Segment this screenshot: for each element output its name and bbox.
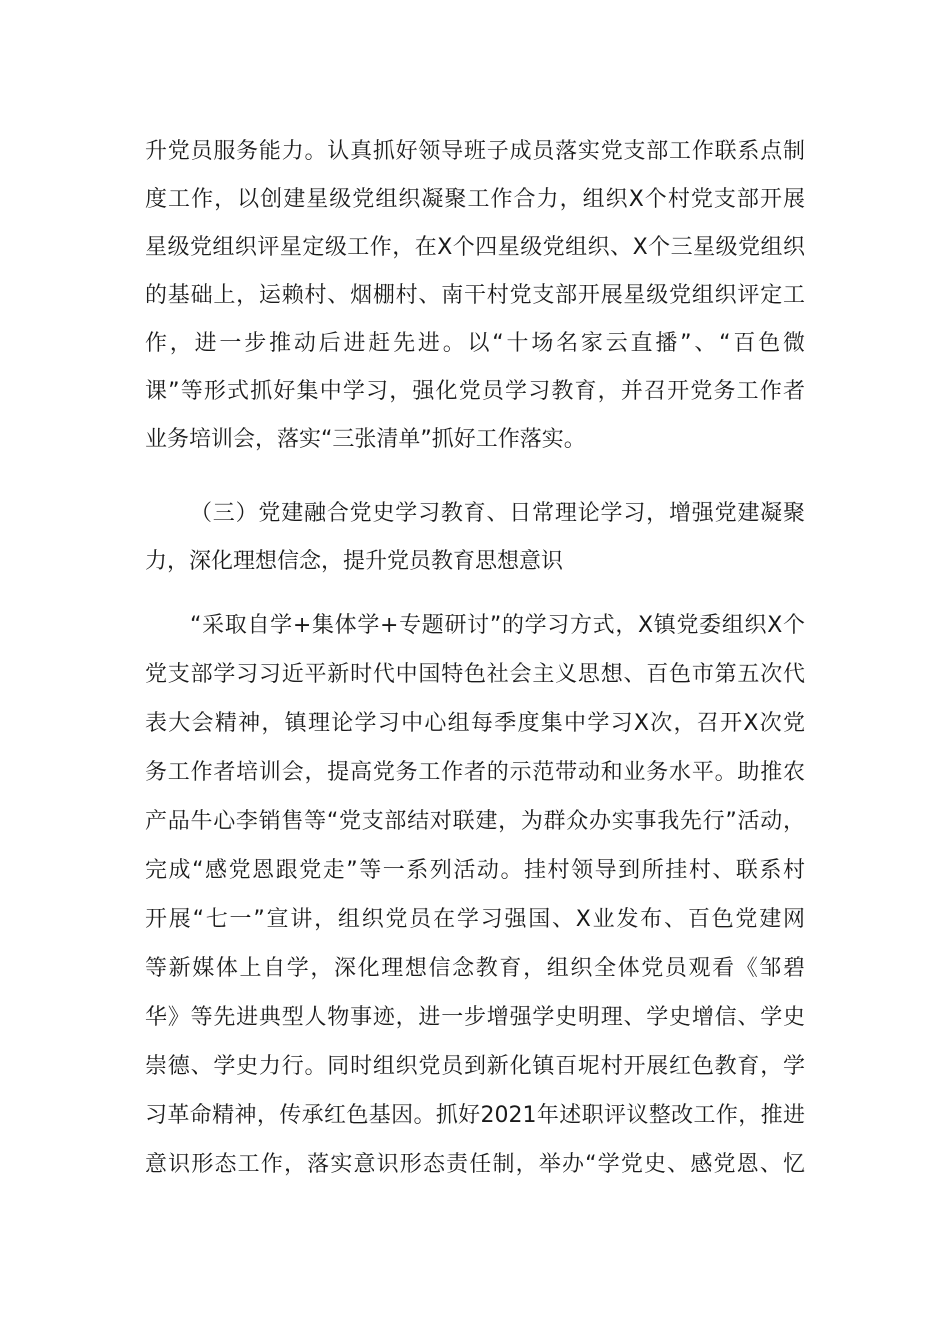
- paragraph-line: “采取自学+集体学+专题研讨”的学习方式，X镇党委组织X个: [190, 613, 805, 638]
- paragraph-line: 习革命精神，传承红色基因。抓好2021年述职评议整改工作，推进: [145, 1103, 805, 1128]
- paragraph-line: 开展“七一”宣讲，组织党员在学习强国、X业发布、百色党建网: [145, 907, 805, 932]
- section-heading-line: （三）党建融合党史学习教育、日常理论学习，增强党建凝聚: [190, 501, 805, 526]
- paragraph-line: 课”等形式抓好集中学习，强化党员学习教育，并召开党务工作者: [145, 379, 805, 404]
- paragraph-line: 务工作者培训会，提高党务工作者的示范带动和业务水平。助推农: [145, 760, 805, 785]
- paragraph-line: 党支部学习习近平新时代中国特色社会主义思想、百色市第五次代: [145, 662, 805, 687]
- paragraph-line: 的基础上，运赖村、烟棚村、南干村党支部开展星级党组织评定工: [145, 283, 805, 308]
- paragraph-line: 表大会精神，镇理论学习中心组每季度集中学习X次，召开X次党: [145, 711, 805, 736]
- paragraph-line: 星级党组织评星定级工作，在X个四星级党组织、X个三星级党组织: [145, 235, 805, 260]
- paragraph-line: 崇德、学史力行。同时组织党员到新化镇百坭村开展红色教育，学: [145, 1054, 805, 1079]
- paragraph-line: 产品牛心李销售等“党支部结对联建，为群众办实事我先行”活动，: [145, 809, 805, 834]
- paragraph-line: 度工作，以创建星级党组织凝聚工作合力，组织X个村党支部开展: [145, 187, 805, 212]
- paragraph-line: 等新媒体上自学，深化理想信念教育，组织全体党员观看《邹碧: [145, 956, 805, 981]
- paragraph-line: 升党员服务能力。认真抓好领导班子成员落实党支部工作联系点制: [145, 139, 805, 164]
- paragraph-line: 业务培训会，落实“三张清单”抓好工作落实。: [145, 427, 586, 452]
- paragraph-line: 作，进一步推动后进赶先进。以“十场名家云直播”、“百色微: [145, 331, 805, 356]
- paragraph-line: 意识形态工作，落实意识形态责任制，举办“学党史、感党恩、忆: [145, 1152, 805, 1177]
- section-heading-line: 力，深化理想信念，提升党员教育思想意识: [145, 549, 564, 574]
- paragraph-line: 完成“感党恩跟党走”等一系列活动。挂村领导到所挂村、联系村: [145, 858, 805, 883]
- paragraph-line: 华》等先进典型人物事迹，进一步增强学史明理、学史增信、学史: [145, 1005, 805, 1030]
